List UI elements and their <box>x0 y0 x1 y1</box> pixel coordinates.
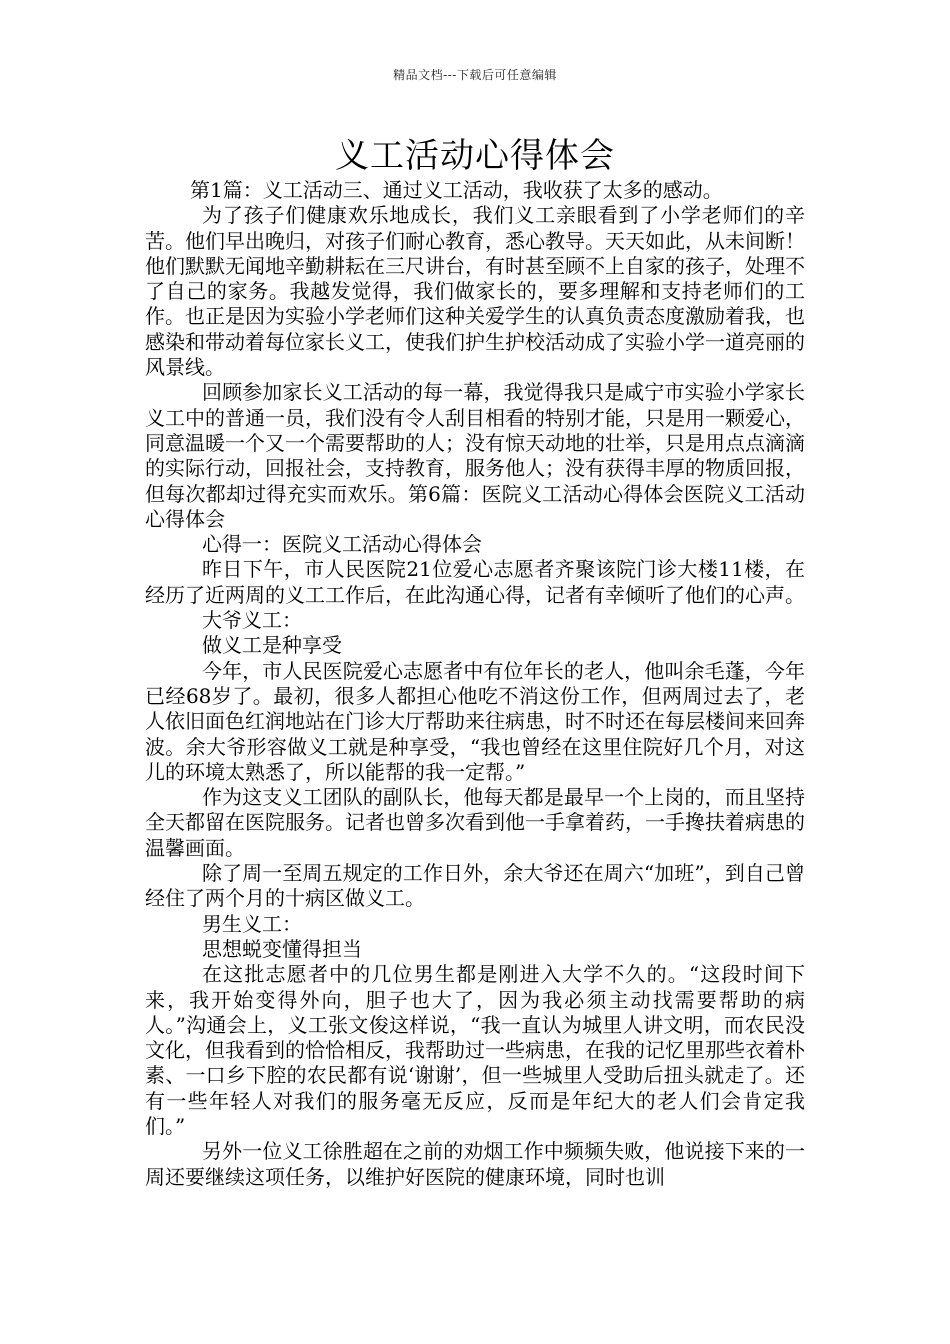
paragraph: 心得一：医院义工活动心得体会 <box>202 532 482 557</box>
paragraph: 昨日下午，市人民医院21位爱心志愿者齐聚该院门诊大楼11楼，在经历了近两周的义工工作后，在此沟通心得，记者有幸倾听了他们的心声。 <box>145 557 805 607</box>
section-label: 男生义工： <box>202 911 302 936</box>
paragraph: 作为这支义工团队的副队长，他每天都是最早一个上岗的，而且坚持全天都留在医院服务。记者也曾多次看到他一手拿着药，一手搀扶着病患的温馨画面。 <box>145 785 805 860</box>
paragraph: 第1篇：义工活动三、通过义工活动，我收获了太多的感动。 <box>190 178 723 202</box>
document-title: 义工活动心得体会 <box>335 136 615 176</box>
section-subtitle: 思想蜕变懂得担当 <box>202 936 362 961</box>
paragraph: 另外一位义工徐胜超在之前的劝烟工作中频频失败，他说接下来的一周还要继续这项任务，以维护好医院的健康环境，同时也训 <box>145 1139 805 1189</box>
paragraph: 除了周一至周五规定的工作日外，余大爷还在周六“加班”，到自己曾经住了两个月的十病区做义工。 <box>145 861 805 911</box>
paragraph: 回顾参加家长义工活动的每一幕，我觉得我只是咸宁市实验小学家长义工中的普通一员，我们没有令人刮目相看的特别才能，只是用一颗爱心，同意温暖一个又一个需要帮助的人；没有惊天动地的壮举，只是用点点滴滴的实际行动，回报社会，支持教育，服务他人；没有获得丰厚的物质回报，但每次都却过得充实而欢乐。第6篇：医院义工活动心得体会医院义工活动心得体会 <box>145 380 805 531</box>
paragraph: 在这批志愿者中的几位男生都是刚进入大学不久的。“这段时间下来，我开始变得外向，胆子也大了，因为我必须主动找需要帮助的病人。”沟通会上，义工张文俊这样说，“我一直认为城里人讲文明，而农民没文化，但我看到的恰恰相反，我帮助过一些病患，在我的记忆里那些衣着朴素、一口乡下腔的农民都有说‘谢谢’，但一些城里人受助后扭头就走了。还有一些年轻人对我们的服务毫无反应，反而是年纪大的老人们会肯定我们。” <box>145 962 805 1138</box>
document-body <box>145 178 805 1190</box>
paragraph: 今年，市人民医院爱心志愿者中有位年长的老人，他叫余毛蓬，今年已经68岁了。最初，很多人都担心他吃不消这份工作，但两周过去了，老人依旧面色红润地站在门诊大厅帮助来往病患，时不时还在每层楼间来回奔波。余大爷形容做义工就是种享受，“我也曾经在这里住院好几个月，对这儿的环境太熟悉了，所以能帮的我一定帮。” <box>145 658 805 784</box>
paragraph: 为了孩子们健康欢乐地成长，我们义工亲眼看到了小学老师们的辛苦。他们早出晚归，对孩子们耐心教育，悉心教导。天天如此，从未间断！他们默默无闻地辛勤耕耘在三尺讲台，有时甚至顾不上自家的孩子，处理不了自己的家务。我越发觉得，我们做家长的，要多理解和支持老师们的工作。也正是因为实验小学老师们这种关爱学生的认真负责态度激励着我，也感染和带动着每位家长义工，使我们护生护校活动成了实验小学一道亮丽的风景线。 <box>145 203 805 380</box>
section-subtitle: 做义工是种享受 <box>202 633 342 658</box>
section-label: 大爷义工： <box>202 608 302 633</box>
header-note: 精品文档---下载后可任意编辑 <box>393 68 557 82</box>
